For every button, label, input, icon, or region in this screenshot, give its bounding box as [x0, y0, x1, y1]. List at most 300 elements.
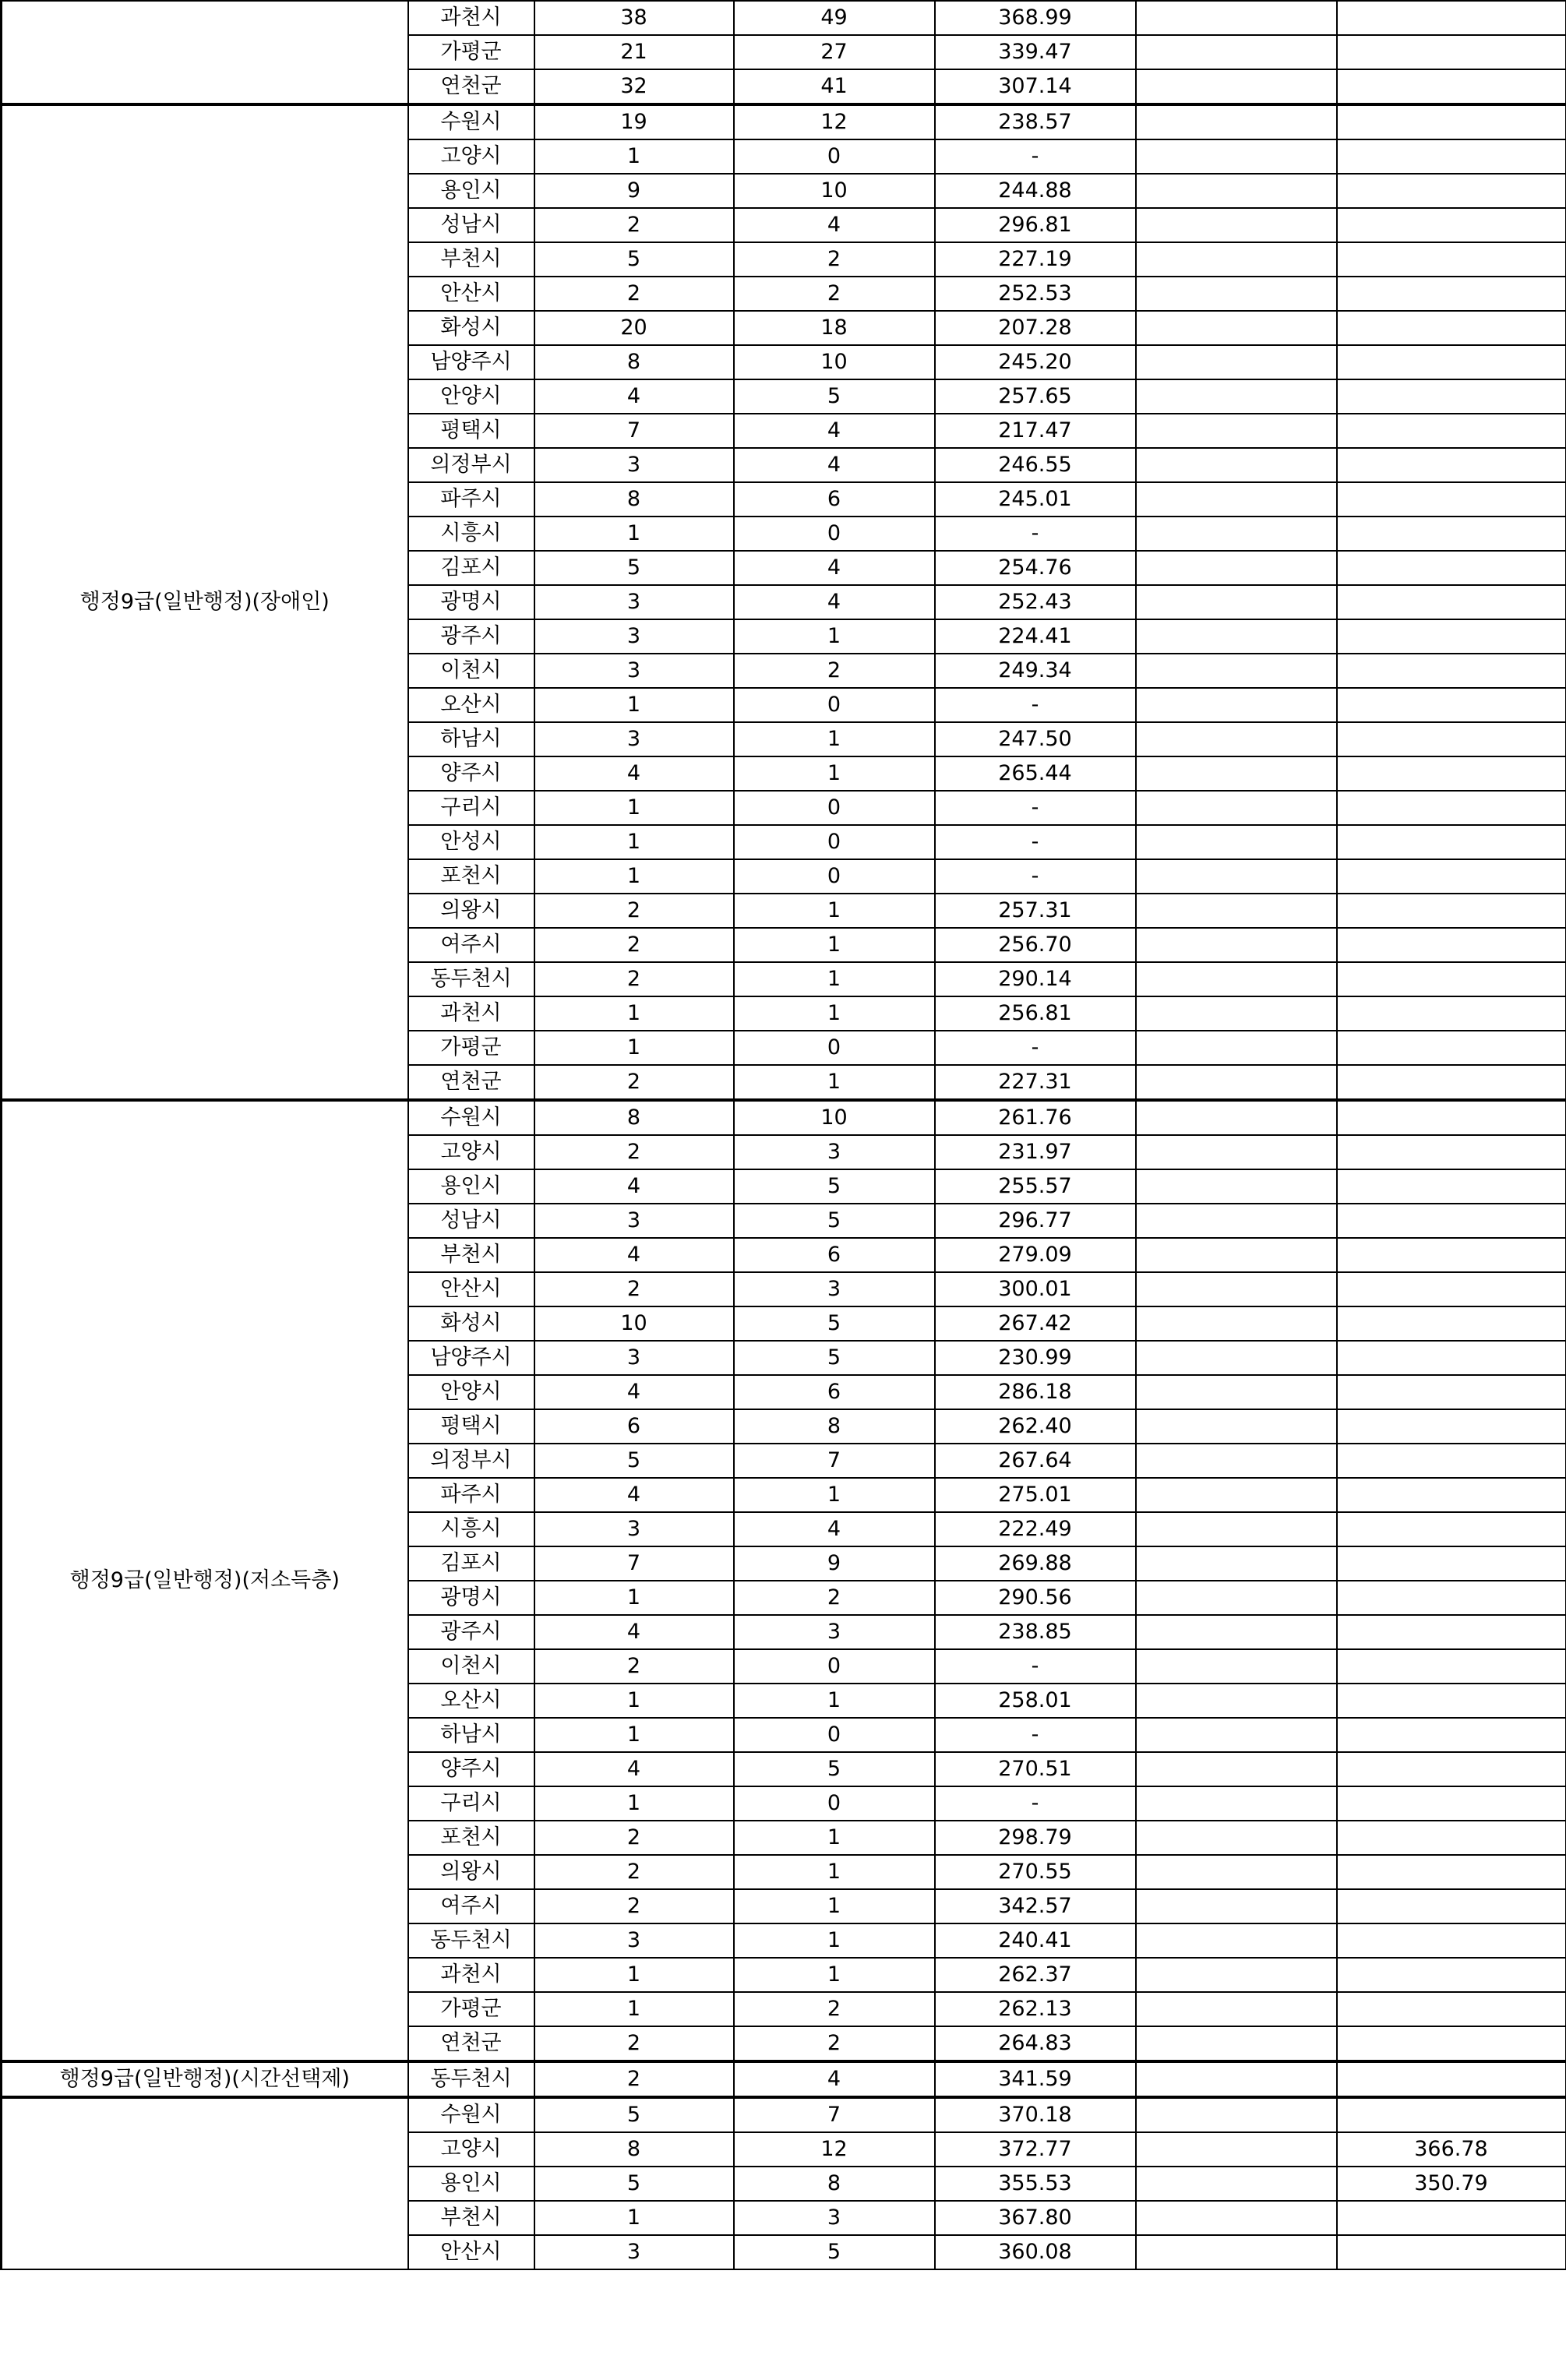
cutoff-score-cell: 286.18 — [935, 1375, 1136, 1409]
adjusted-score-cell — [1337, 962, 1566, 996]
region-cell: 포천시 — [408, 1821, 534, 1855]
cutoff-score-cell: 231.97 — [935, 1135, 1136, 1169]
region-cell: 하남시 — [408, 722, 534, 756]
applicants-cell: 6 — [734, 482, 935, 517]
category-cell — [2, 1, 408, 104]
adjusted-score-cell — [1337, 1238, 1566, 1272]
cutoff-score-cell: 265.44 — [935, 756, 1136, 791]
adjusted-score-cell — [1337, 996, 1566, 1031]
region-cell: 고양시 — [408, 2132, 534, 2167]
applicants-cell: 4 — [734, 2061, 935, 2097]
quota-cell: 38 — [534, 1, 734, 35]
cutoff-score-cell: 355.53 — [935, 2167, 1136, 2201]
region-cell: 시흥시 — [408, 1512, 534, 1546]
quota-cell: 4 — [534, 756, 734, 791]
cutoff-score-cell: 238.85 — [935, 1615, 1136, 1649]
quota-cell: 2 — [534, 1855, 734, 1889]
cutoff-score-cell: - — [935, 859, 1136, 894]
cutoff-score-cell: 307.14 — [935, 69, 1136, 104]
region-cell: 용인시 — [408, 174, 534, 208]
region-cell: 광주시 — [408, 619, 534, 654]
region-cell: 여주시 — [408, 1889, 534, 1923]
region-cell: 고양시 — [408, 139, 534, 174]
adjusted-score-cell — [1337, 448, 1566, 482]
applicants-cell: 1 — [734, 1889, 935, 1923]
extra-cell — [1136, 35, 1337, 69]
cutoff-score-cell: 267.64 — [935, 1444, 1136, 1478]
region-cell: 가평군 — [408, 35, 534, 69]
extra-cell — [1136, 1306, 1337, 1341]
quota-cell: 19 — [534, 104, 734, 139]
cutoff-score-cell: 279.09 — [935, 1238, 1136, 1272]
quota-cell: 1 — [534, 1684, 734, 1718]
cutoff-score-cell: 240.41 — [935, 1923, 1136, 1958]
region-cell: 하남시 — [408, 1718, 534, 1752]
applicants-cell: 4 — [734, 1512, 935, 1546]
adjusted-score-cell — [1337, 619, 1566, 654]
quota-cell: 2 — [534, 962, 734, 996]
cutoff-score-cell: 300.01 — [935, 1272, 1136, 1306]
adjusted-score-cell — [1337, 756, 1566, 791]
quota-cell: 1 — [534, 2201, 734, 2235]
region-cell: 이천시 — [408, 1649, 534, 1684]
applicants-cell: 6 — [734, 1375, 935, 1409]
applicants-cell: 2 — [734, 242, 935, 277]
applicants-cell: 1 — [734, 962, 935, 996]
applicants-cell: 3 — [734, 1135, 935, 1169]
applicants-cell: 1 — [734, 722, 935, 756]
extra-cell — [1136, 894, 1337, 928]
adjusted-score-cell — [1337, 2097, 1566, 2132]
applicants-cell: 5 — [734, 2235, 935, 2269]
applicants-cell: 7 — [734, 1444, 935, 1478]
cutoff-score-cell: 370.18 — [935, 2097, 1136, 2132]
quota-cell: 8 — [534, 482, 734, 517]
quota-cell: 3 — [534, 448, 734, 482]
adjusted-score-cell — [1337, 1752, 1566, 1786]
cutoff-score-cell: 227.31 — [935, 1065, 1136, 1100]
quota-cell: 1 — [534, 1958, 734, 1992]
quota-cell: 4 — [534, 1752, 734, 1786]
region-cell: 과천시 — [408, 996, 534, 1031]
category-cell — [2, 2097, 408, 2269]
extra-cell — [1136, 1478, 1337, 1512]
quota-cell: 3 — [534, 654, 734, 688]
adjusted-score-cell — [1337, 1135, 1566, 1169]
adjusted-score-cell — [1337, 277, 1566, 311]
region-cell: 용인시 — [408, 1169, 534, 1204]
applicants-cell: 5 — [734, 1306, 935, 1341]
extra-cell — [1136, 174, 1337, 208]
extra-cell — [1136, 2061, 1337, 2097]
extra-cell — [1136, 1, 1337, 35]
region-cell: 화성시 — [408, 311, 534, 345]
extra-cell — [1136, 585, 1337, 619]
quota-cell: 3 — [534, 585, 734, 619]
region-cell: 의정부시 — [408, 1444, 534, 1478]
region-cell: 양주시 — [408, 756, 534, 791]
quota-cell: 3 — [534, 2235, 734, 2269]
cutoff-score-cell: - — [935, 791, 1136, 825]
region-cell: 동두천시 — [408, 2061, 534, 2097]
extra-cell — [1136, 791, 1337, 825]
extra-cell — [1136, 619, 1337, 654]
adjusted-score-cell — [1337, 414, 1566, 448]
quota-cell: 4 — [534, 1615, 734, 1649]
region-cell: 파주시 — [408, 1478, 534, 1512]
cutoff-score-cell: - — [935, 1786, 1136, 1821]
adjusted-score-cell — [1337, 1958, 1566, 1992]
table-row — [2, 104, 1566, 139]
extra-cell — [1136, 722, 1337, 756]
extra-cell — [1136, 104, 1337, 139]
adjusted-score-cell — [1337, 2201, 1566, 2235]
table-row — [2, 2097, 1566, 2132]
cutoff-score-cell: 296.77 — [935, 1204, 1136, 1238]
adjusted-score-cell — [1337, 551, 1566, 585]
applicants-cell: 0 — [734, 825, 935, 859]
cutoff-score-cell: - — [935, 825, 1136, 859]
region-cell: 안산시 — [408, 277, 534, 311]
quota-cell: 3 — [534, 1923, 734, 1958]
extra-cell — [1136, 311, 1337, 345]
extra-cell — [1136, 654, 1337, 688]
cutoff-score-cell: - — [935, 688, 1136, 722]
extra-cell — [1136, 551, 1337, 585]
extra-cell — [1136, 2132, 1337, 2167]
applicants-cell: 8 — [734, 1409, 935, 1444]
region-cell: 남양주시 — [408, 1341, 534, 1375]
adjusted-score-cell — [1337, 894, 1566, 928]
quota-cell: 5 — [534, 2167, 734, 2201]
applicants-cell: 1 — [734, 1821, 935, 1855]
extra-cell — [1136, 277, 1337, 311]
adjusted-score-cell — [1337, 928, 1566, 962]
cutoff-score-cell: 262.37 — [935, 1958, 1136, 1992]
quota-cell: 4 — [534, 379, 734, 414]
region-cell: 안양시 — [408, 379, 534, 414]
applicants-cell: 5 — [734, 1752, 935, 1786]
adjusted-score-cell — [1337, 1786, 1566, 1821]
quota-cell: 3 — [534, 1512, 734, 1546]
applicants-cell: 1 — [734, 1684, 935, 1718]
adjusted-score-cell — [1337, 311, 1566, 345]
adjusted-score-cell — [1337, 1, 1566, 35]
applicants-cell: 1 — [734, 1923, 935, 1958]
adjusted-score-cell — [1337, 688, 1566, 722]
applicants-cell: 49 — [734, 1, 935, 35]
applicants-cell: 27 — [734, 35, 935, 69]
extra-cell — [1136, 1375, 1337, 1409]
extra-cell — [1136, 1100, 1337, 1135]
region-cell: 오산시 — [408, 688, 534, 722]
adjusted-score-cell — [1337, 1546, 1566, 1581]
quota-cell: 32 — [534, 69, 734, 104]
cutoff-score-cell: 230.99 — [935, 1341, 1136, 1375]
applicants-cell: 2 — [734, 1992, 935, 2026]
quota-cell: 1 — [534, 1992, 734, 2026]
quota-cell: 1 — [534, 139, 734, 174]
adjusted-score-cell — [1337, 174, 1566, 208]
cutoff-score-cell: 262.40 — [935, 1409, 1136, 1444]
adjusted-score-cell — [1337, 722, 1566, 756]
quota-cell: 5 — [534, 242, 734, 277]
adjusted-score-cell — [1337, 654, 1566, 688]
quota-cell: 4 — [534, 1169, 734, 1204]
extra-cell — [1136, 1546, 1337, 1581]
applicants-cell: 41 — [734, 69, 935, 104]
adjusted-score-cell — [1337, 791, 1566, 825]
cutoff-score-cell: 360.08 — [935, 2235, 1136, 2269]
applicants-cell: 0 — [734, 791, 935, 825]
quota-cell: 1 — [534, 1581, 734, 1615]
applicants-cell: 0 — [734, 859, 935, 894]
adjusted-score-cell — [1337, 1444, 1566, 1478]
quota-cell: 2 — [534, 1821, 734, 1855]
region-cell: 안산시 — [408, 1272, 534, 1306]
extra-cell — [1136, 2235, 1337, 2269]
adjusted-score-cell — [1337, 104, 1566, 139]
quota-cell: 7 — [534, 414, 734, 448]
applicants-cell: 4 — [734, 551, 935, 585]
applicants-cell: 4 — [734, 448, 935, 482]
quota-cell: 4 — [534, 1238, 734, 1272]
adjusted-score-cell — [1337, 1341, 1566, 1375]
extra-cell — [1136, 1889, 1337, 1923]
adjusted-score-cell — [1337, 1581, 1566, 1615]
quota-cell: 3 — [534, 1341, 734, 1375]
region-cell: 오산시 — [408, 1684, 534, 1718]
applicants-cell: 1 — [734, 756, 935, 791]
cutoff-score-cell: 245.01 — [935, 482, 1136, 517]
applicants-cell: 4 — [734, 585, 935, 619]
cutoff-score-cell: - — [935, 1649, 1136, 1684]
applicants-cell: 2 — [734, 1581, 935, 1615]
adjusted-score-cell — [1337, 1512, 1566, 1546]
cutoff-score-cell: 252.43 — [935, 585, 1136, 619]
region-cell: 광명시 — [408, 1581, 534, 1615]
adjusted-score-cell: 366.78 — [1337, 2132, 1566, 2167]
cutoff-score-cell: 298.79 — [935, 1821, 1136, 1855]
region-cell: 수원시 — [408, 1100, 534, 1135]
region-cell: 의왕시 — [408, 1855, 534, 1889]
applicants-cell: 0 — [734, 1786, 935, 1821]
extra-cell — [1136, 1718, 1337, 1752]
extra-cell — [1136, 482, 1337, 517]
region-cell: 과천시 — [408, 1, 534, 35]
quota-cell: 2 — [534, 1135, 734, 1169]
region-cell: 이천시 — [408, 654, 534, 688]
applicants-cell: 0 — [734, 1649, 935, 1684]
quota-cell: 9 — [534, 174, 734, 208]
adjusted-score-cell — [1337, 1272, 1566, 1306]
quota-cell: 3 — [534, 619, 734, 654]
applicants-cell: 18 — [734, 311, 935, 345]
applicants-cell: 2 — [734, 277, 935, 311]
region-cell: 연천군 — [408, 2026, 534, 2061]
extra-cell — [1136, 242, 1337, 277]
region-cell: 동두천시 — [408, 1923, 534, 1958]
extra-cell — [1136, 688, 1337, 722]
region-cell: 광주시 — [408, 1615, 534, 1649]
extra-cell — [1136, 756, 1337, 791]
applicants-cell: 1 — [734, 619, 935, 654]
extra-cell — [1136, 1169, 1337, 1204]
applicants-cell: 5 — [734, 379, 935, 414]
region-cell: 평택시 — [408, 414, 534, 448]
applicants-cell: 5 — [734, 1169, 935, 1204]
region-cell: 수원시 — [408, 104, 534, 139]
extra-cell — [1136, 962, 1337, 996]
quota-cell: 5 — [534, 2097, 734, 2132]
adjusted-score-cell — [1337, 859, 1566, 894]
table-body — [2, 1, 1566, 2269]
adjusted-score-cell — [1337, 1306, 1566, 1341]
adjusted-score-cell — [1337, 69, 1566, 104]
region-cell: 가평군 — [408, 1031, 534, 1065]
cutoff-score-cell: 290.56 — [935, 1581, 1136, 1615]
region-cell: 안산시 — [408, 2235, 534, 2269]
region-cell: 안성시 — [408, 825, 534, 859]
applicants-cell: 12 — [734, 2132, 935, 2167]
quota-cell: 2 — [534, 1065, 734, 1100]
cutoff-score-cell: - — [935, 1718, 1136, 1752]
applicants-cell: 3 — [734, 1615, 935, 1649]
quota-cell: 7 — [534, 1546, 734, 1581]
extra-cell — [1136, 1272, 1337, 1306]
quota-cell: 3 — [534, 1204, 734, 1238]
extra-cell — [1136, 2026, 1337, 2061]
applicants-cell: 12 — [734, 104, 935, 139]
table-row — [2, 2061, 1566, 2097]
cutoff-score-cell: - — [935, 517, 1136, 551]
quota-cell: 10 — [534, 1306, 734, 1341]
cutoff-score-cell: 270.51 — [935, 1752, 1136, 1786]
cutoff-score-cell: 258.01 — [935, 1684, 1136, 1718]
adjusted-score-cell — [1337, 35, 1566, 69]
region-cell: 김포시 — [408, 551, 534, 585]
adjusted-score-cell — [1337, 1718, 1566, 1752]
cutoff-score-cell: 254.76 — [935, 551, 1136, 585]
adjusted-score-cell — [1337, 517, 1566, 551]
cutoff-score-cell: 261.76 — [935, 1100, 1136, 1135]
category-cell: 행정9급(일반행정)(장애인) — [2, 104, 408, 1100]
quota-cell: 1 — [534, 688, 734, 722]
extra-cell — [1136, 2167, 1337, 2201]
region-cell: 김포시 — [408, 1546, 534, 1581]
adjusted-score-cell — [1337, 379, 1566, 414]
cutoff-score-cell: 290.14 — [935, 962, 1136, 996]
region-cell: 구리시 — [408, 791, 534, 825]
quota-cell: 4 — [534, 1478, 734, 1512]
applicants-cell: 3 — [734, 2201, 935, 2235]
extra-cell — [1136, 2201, 1337, 2235]
quota-cell: 1 — [534, 825, 734, 859]
cutoff-score-cell: 224.41 — [935, 619, 1136, 654]
quota-cell: 2 — [534, 208, 734, 242]
adjusted-score-cell — [1337, 1169, 1566, 1204]
region-cell: 구리시 — [408, 1786, 534, 1821]
adjusted-score-cell — [1337, 1649, 1566, 1684]
table-row — [2, 1100, 1566, 1135]
extra-cell — [1136, 1649, 1337, 1684]
quota-cell: 5 — [534, 551, 734, 585]
cutoff-score-cell: 249.34 — [935, 654, 1136, 688]
applicants-cell: 1 — [734, 996, 935, 1031]
adjusted-score-cell — [1337, 345, 1566, 379]
region-cell: 남양주시 — [408, 345, 534, 379]
extra-cell — [1136, 517, 1337, 551]
applicants-cell: 1 — [734, 894, 935, 928]
quota-cell: 1 — [534, 517, 734, 551]
cutoff-score-cell: 207.28 — [935, 311, 1136, 345]
applicants-cell: 1 — [734, 1958, 935, 1992]
region-cell: 성남시 — [408, 1204, 534, 1238]
applicants-cell: 1 — [734, 928, 935, 962]
cutoff-score-cell: 342.57 — [935, 1889, 1136, 1923]
adjusted-score-cell — [1337, 1204, 1566, 1238]
extra-cell — [1136, 1341, 1337, 1375]
adjusted-score-cell — [1337, 1100, 1566, 1135]
adjusted-score-cell — [1337, 482, 1566, 517]
adjusted-score-cell — [1337, 1684, 1566, 1718]
adjusted-score-cell — [1337, 1065, 1566, 1100]
extra-cell — [1136, 69, 1337, 104]
extra-cell — [1136, 1581, 1337, 1615]
extra-cell — [1136, 1684, 1337, 1718]
cutoff-score-cell: 227.19 — [935, 242, 1136, 277]
adjusted-score-cell — [1337, 1409, 1566, 1444]
cutoff-score-cell: 256.81 — [935, 996, 1136, 1031]
cutoff-score-cell: 252.53 — [935, 277, 1136, 311]
quota-cell: 8 — [534, 1100, 734, 1135]
region-cell: 평택시 — [408, 1409, 534, 1444]
applicants-cell: 9 — [734, 1546, 935, 1581]
quota-cell: 2 — [534, 894, 734, 928]
quota-cell: 1 — [534, 791, 734, 825]
applicants-cell: 1 — [734, 1855, 935, 1889]
extra-cell — [1136, 1065, 1337, 1100]
applicants-cell: 0 — [734, 139, 935, 174]
quota-cell: 1 — [534, 996, 734, 1031]
extra-cell — [1136, 996, 1337, 1031]
applicants-cell: 10 — [734, 1100, 935, 1135]
applicants-cell: 7 — [734, 2097, 935, 2132]
applicants-cell: 2 — [734, 2026, 935, 2061]
applicants-cell: 4 — [734, 414, 935, 448]
adjusted-score-cell — [1337, 1615, 1566, 1649]
region-cell: 의왕시 — [408, 894, 534, 928]
cutoff-score-cell: 275.01 — [935, 1478, 1136, 1512]
region-cell: 포천시 — [408, 859, 534, 894]
extra-cell — [1136, 1238, 1337, 1272]
cutoff-score-cell: 245.20 — [935, 345, 1136, 379]
quota-cell: 5 — [534, 1444, 734, 1478]
quota-cell: 20 — [534, 311, 734, 345]
extra-cell — [1136, 1444, 1337, 1478]
extra-cell — [1136, 2097, 1337, 2132]
extra-cell — [1136, 1958, 1337, 1992]
region-cell: 연천군 — [408, 69, 534, 104]
quota-cell: 8 — [534, 2132, 734, 2167]
adjusted-score-cell — [1337, 825, 1566, 859]
quota-cell: 2 — [534, 1889, 734, 1923]
region-cell: 의정부시 — [408, 448, 534, 482]
cutoff-score-cell: 256.70 — [935, 928, 1136, 962]
applicants-cell: 10 — [734, 174, 935, 208]
extra-cell — [1136, 1135, 1337, 1169]
cutoff-score-cell: 262.13 — [935, 1992, 1136, 2026]
